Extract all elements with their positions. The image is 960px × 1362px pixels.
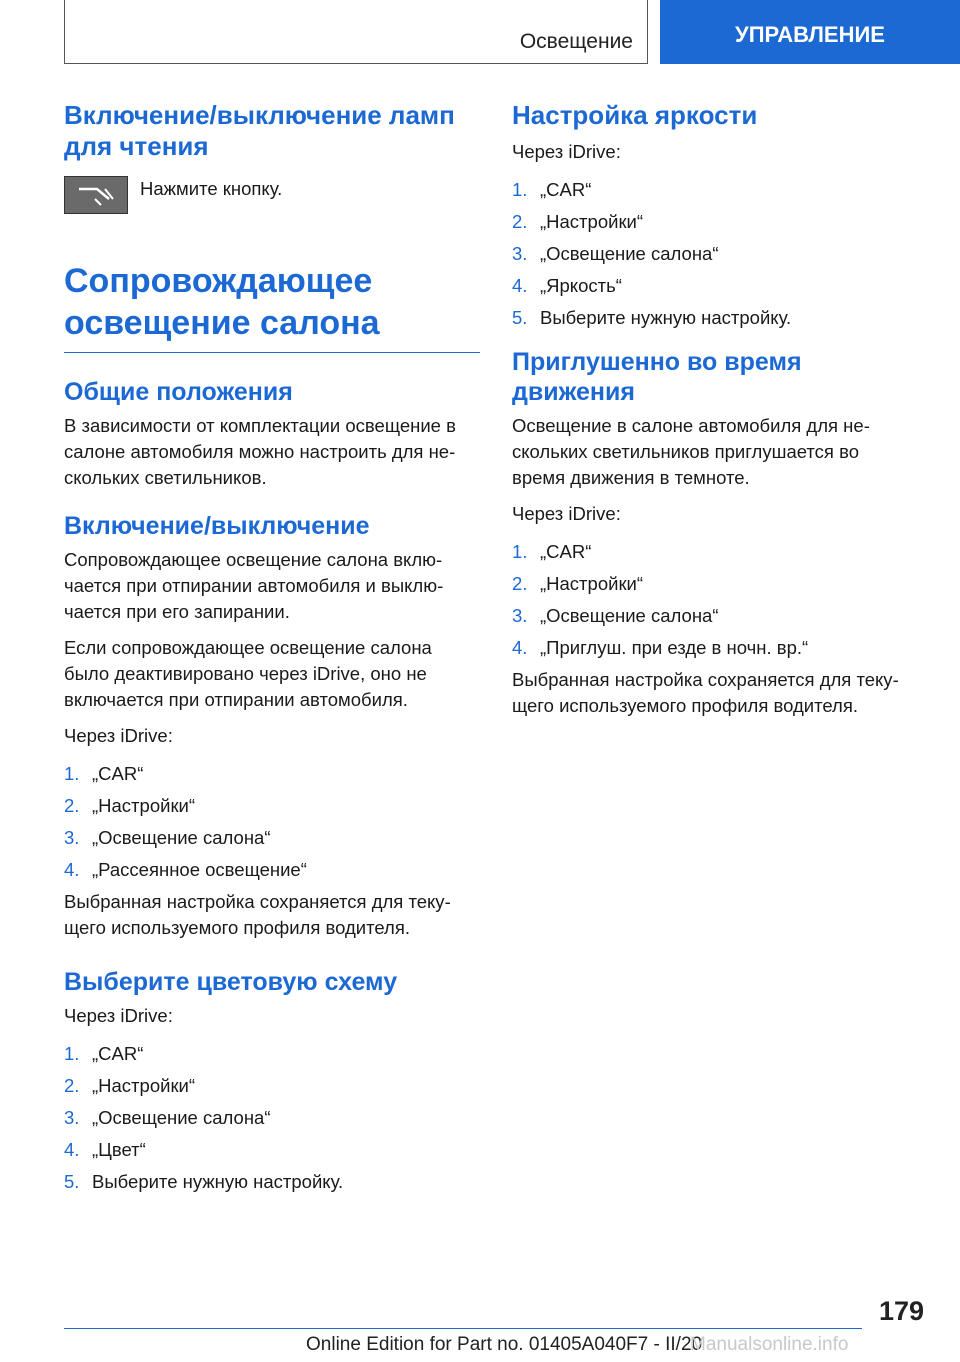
list-item: 2. „Настройки“ <box>64 1075 196 1096</box>
list-item: 2. „Настройки“ <box>512 211 644 232</box>
list-item: 1. „CAR“ <box>512 179 592 200</box>
list-item: 4. „Яркость“ <box>512 275 622 296</box>
list-item: 1. „CAR“ <box>64 1043 144 1064</box>
onoff-paragraph-2: Если сопровождающее освещение салона было деактивировано через iDrive, оно не включается при отпирании автомобиля. <box>64 637 432 710</box>
color-via: Через iDrive: <box>64 1005 173 1026</box>
list-item: 4. „Рассеянное освещение“ <box>64 859 307 880</box>
list-item: 3. „Освещение салона“ <box>64 1107 271 1128</box>
footer-divider <box>64 1328 862 1329</box>
list-item: 4. „Приглуш. при езде в ночн. вр.“ <box>512 637 809 658</box>
header-chapter-label: УПРАВЛЕНИЕ <box>735 22 885 47</box>
list-item: 1. „CAR“ <box>512 541 592 562</box>
list-item: 5. Выберите нужную настройку. <box>512 307 792 328</box>
reading-lamps-title: Включение/выключение ламп для чтения <box>64 100 455 161</box>
onoff-steps <box>64 761 480 883</box>
list-item: 4. „Цвет“ <box>64 1139 146 1160</box>
right-column <box>512 100 912 719</box>
header-chapter-tab <box>660 0 960 64</box>
list-item: 3. „Освещение салона“ <box>512 243 719 264</box>
color-steps <box>64 1041 480 1195</box>
ambient-lighting-title: Сопровождающее освещение салона <box>64 262 380 342</box>
reading-lamps-instruction <box>64 176 480 214</box>
general-text: В зависимости от комплектации освещение в салоне автомобиля можно настроить для нескольких светильников. <box>64 415 456 488</box>
reading-lamp-icon <box>64 176 128 214</box>
list-item: 1. „CAR“ <box>64 763 144 784</box>
main-title-block <box>64 260 480 353</box>
header-section-title: Освещение <box>519 30 633 53</box>
dim-note: Выбранная настройка сохраняется для текущего используемого профиля водителя. <box>512 669 899 716</box>
dim-via: Через iDrive: <box>512 503 621 524</box>
color-scheme-title: Выберите цветовую схему <box>64 968 398 996</box>
dim-text: Освещение в салоне автомобиля для нескольких светильников приглушается во время движения в темноте. <box>512 415 870 488</box>
brightness-steps <box>512 177 912 331</box>
onoff-note: Выбранная настройка сохраняется для текущего используемого профиля водителя. <box>64 891 451 938</box>
page-number: 179 <box>878 1296 924 1326</box>
dim-title: Приглушенно во время движения <box>512 348 802 406</box>
left-column <box>64 100 480 1201</box>
onoff-via: Через iDrive: <box>64 725 173 746</box>
brightness-via: Через iDrive: <box>512 141 621 162</box>
list-item: 2. „Настройки“ <box>512 573 644 594</box>
reading-lamps-text: Нажмите кнопку. <box>140 178 283 199</box>
list-item: 3. „Освещение салона“ <box>512 605 719 626</box>
brightness-title: Настройка яркости <box>512 100 758 130</box>
list-item: 5. Выберите нужную настройку. <box>64 1171 344 1192</box>
header-section-box <box>64 0 648 64</box>
list-item: 3. „Освещение салона“ <box>64 827 271 848</box>
general-title: Общие положения <box>64 378 293 406</box>
footer-edition: Online Edition for Part no. 01405A040F7 - II/20 <box>306 1334 703 1355</box>
watermark: Manualsonline.info <box>690 1334 849 1355</box>
onoff-paragraph-1: Сопровождающее освещение салона включается при отпирании автомобиля и выключается при его запирании. <box>64 549 444 622</box>
onoff-title: Включение/выключение <box>64 512 370 540</box>
dim-steps <box>512 539 912 661</box>
list-item: 2. „Настройки“ <box>64 795 196 816</box>
